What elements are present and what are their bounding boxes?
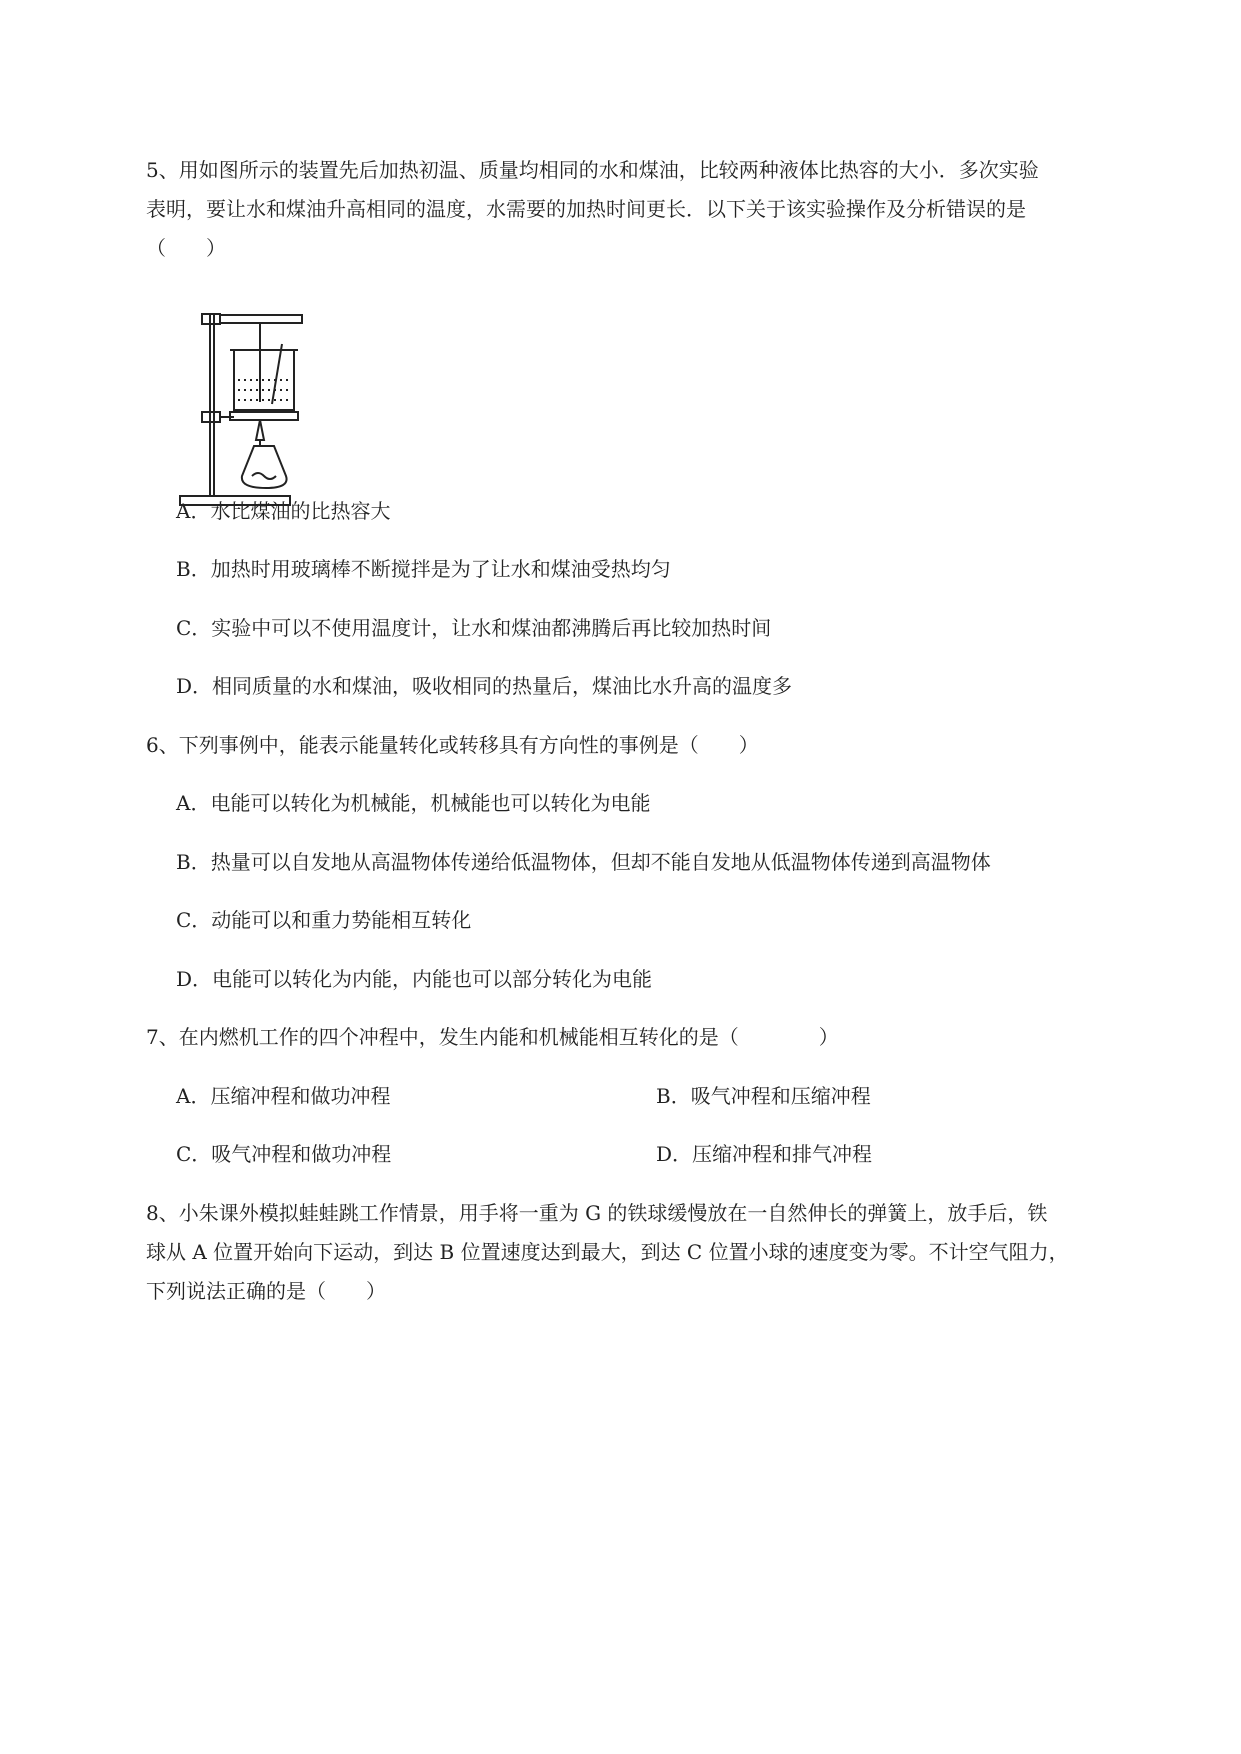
heating-apparatus-figure: [172, 300, 312, 512]
question-7-option-d: D．压缩冲程和排气冲程: [656, 1142, 873, 1166]
question-6-option-c: C．动能可以和重力势能相互转化: [176, 908, 472, 932]
question-5-line-1: 5、用如图所示的装置先后加热初温、质量均相同的水和煤油，比较两种液体比热容的大小．多次实验: [146, 158, 1039, 182]
question-8-line-2: 球从 A 位置开始向下运动，到达 B 位置速度达到最大，到达 C 位置小球的速度变为零。不计空气阻力，: [146, 1240, 1069, 1264]
question-6-option-b: B．热量可以自发地从高温物体传递给低温物体，但却不能自发地从低温物体传递到高温物体: [176, 850, 991, 874]
question-5-line-3: （ ）: [146, 236, 226, 260]
question-7-option-c: C．吸气冲程和做功冲程: [176, 1142, 392, 1166]
question-8-line-3: 下列说法正确的是（ ）: [146, 1279, 386, 1303]
question-7-option-a: A．压缩冲程和做功冲程: [176, 1084, 391, 1108]
question-5-option-d: D．相同质量的水和煤油，吸收相同的热量后，煤油比水升高的温度多: [176, 674, 793, 698]
question-8-line-1: 8、小朱课外模拟蛙蛙跳工作情景，用手将一重为 G 的铁球缓慢放在一自然伸长的弹簧上，放手后，铁: [146, 1201, 1048, 1225]
question-7-line-1: 7、在内燃机工作的四个冲程中，发生内能和机械能相互转化的是（ ）: [146, 1025, 839, 1049]
question-6-option-d: D．电能可以转化为内能，内能也可以部分转化为电能: [176, 967, 653, 991]
question-5-line-2: 表明，要让水和煤油升高相同的温度，水需要的加热时间更长．以下关于该实验操作及分析错误的是: [146, 197, 1026, 221]
question-5-option-b: B．加热时用玻璃棒不断搅拌是为了让水和煤油受热均匀: [176, 557, 671, 581]
question-5-option-c: C．实验中可以不使用温度计，让水和煤油都沸腾后再比较加热时间: [176, 616, 772, 640]
question-6-option-a: A．电能可以转化为机械能，机械能也可以转化为电能: [176, 791, 651, 815]
question-5-option-a: A．水比煤油的比热容大: [176, 499, 391, 523]
question-7-option-b: B．吸气冲程和压缩冲程: [656, 1084, 871, 1108]
question-6-line-1: 6、下列事例中，能表示能量转化或转移具有方向性的事例是（ ）: [146, 733, 759, 757]
